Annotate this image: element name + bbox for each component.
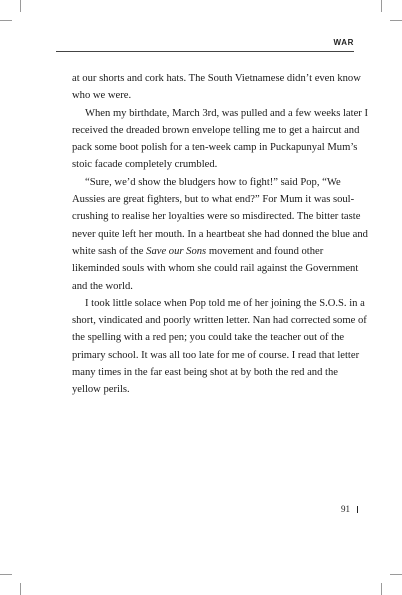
body-text	[72, 70, 368, 399]
crop-mark-bottom-left-h	[0, 574, 12, 575]
italic-title: Save our Sons	[146, 245, 207, 257]
paragraph	[72, 105, 368, 174]
paragraph-text: When my birthdate, March 3rd, was pulled and a few weeks later I received the dreaded brown envelope telling me to get a haircut and pack some boot polish for a ten-week camp in Puckapunyal Mum’s stoic facade completely crumbled.	[72, 107, 368, 171]
crop-mark-top-left-v	[20, 0, 21, 12]
paragraph-text: “Sure, we’d show the bludgers how to fight!” said Pop, “We Aussies are great fighters, but to what end?” For Mum it was soul-crushing to realise her loyalties were so misdirected. The bitter taste never quite left her mouth. In a heartbeat she had donned the blue and white sash of the	[72, 176, 368, 257]
paragraph	[72, 70, 368, 105]
paragraph-text: at our shorts and cork hats. The South Vietnamese didn’t even know who we were.	[72, 73, 361, 102]
page-number: 91	[341, 504, 350, 514]
crop-mark-bottom-left-v	[20, 583, 21, 595]
folio-bar	[357, 506, 359, 513]
paragraph-text: movement and found other likeminded souls with whom she could rail against the Government and the world.	[72, 245, 359, 292]
crop-mark-bottom-right-h	[390, 574, 402, 575]
crop-mark-bottom-right-v	[381, 583, 382, 595]
crop-mark-top-right-v	[381, 0, 382, 12]
header-rule	[56, 51, 354, 52]
crop-mark-top-right-h	[390, 20, 402, 21]
paragraph	[72, 295, 368, 399]
paragraph-text: I took little solace when Pop told me of her joining the S.O.S. in a short, vindicated and poorly written letter. Nan had corrected some of the spelling with a red pen; you could take the teacher out of the primary school. It was all too late for me of course. I read that letter many times in the far east being shot at by both the red and the yellow perils.	[72, 297, 367, 396]
running-head: WAR	[333, 38, 354, 47]
crop-mark-top-left-h	[0, 20, 12, 21]
paragraph	[72, 174, 368, 295]
